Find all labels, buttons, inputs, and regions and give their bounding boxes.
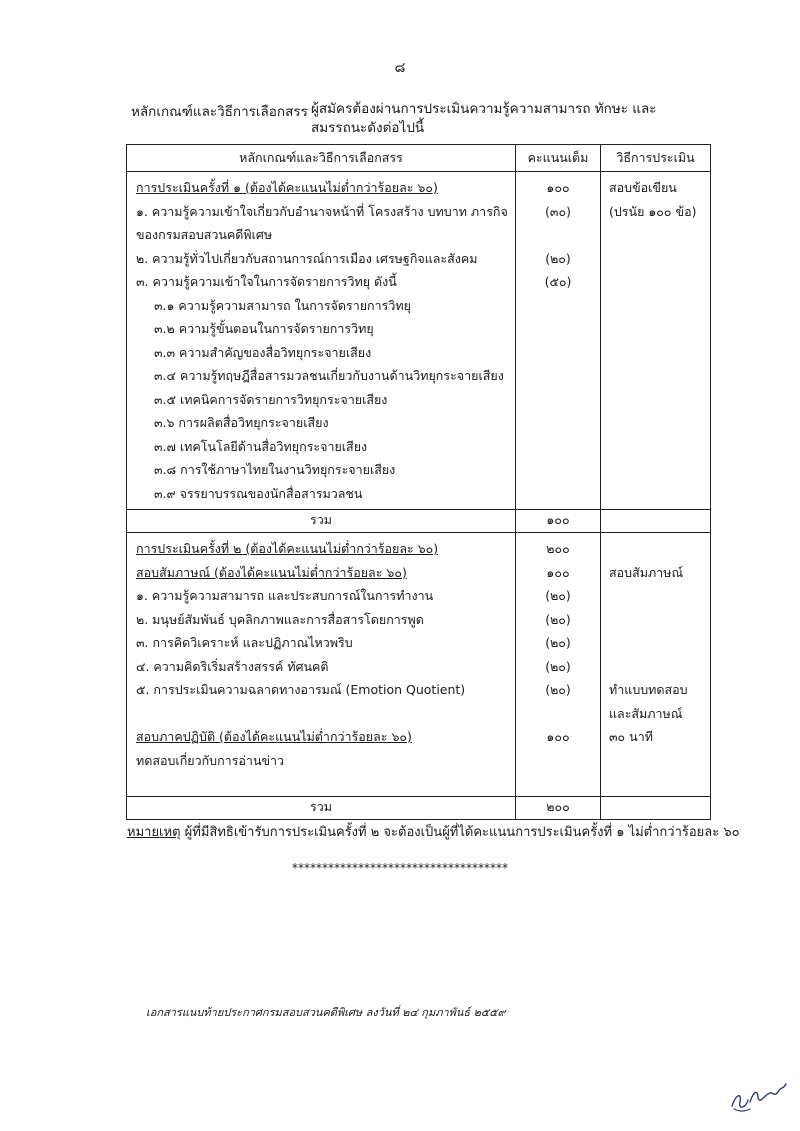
- section1-method-value: [601, 247, 710, 271]
- section2-total-label: รวม: [127, 796, 516, 819]
- section2-method-value: [601, 537, 710, 561]
- section2-criteria-line: ๕. การประเมินความฉลาดทางอารมณ์ (Emotion Quotient): [136, 682, 466, 697]
- section2-criteria-line: [127, 772, 515, 796]
- section1-score-value: (๓๐): [545, 203, 571, 219]
- section2-method-value: [601, 655, 710, 679]
- section2-method-value: [601, 584, 710, 608]
- section1-score-cell: [516, 172, 601, 510]
- section2-total-score: ๒๐๐: [516, 796, 601, 819]
- section1-method-value: (ปรนัย ๑๐๐ ข้อ): [609, 203, 697, 219]
- section1-criteria-line: ๓.๕ เทคนิคการจัดรายการวิทยุกระจายเสียง: [154, 391, 388, 407]
- section1-method-value: [601, 294, 710, 318]
- header-score: คะแนนเต็ม: [516, 145, 601, 172]
- separator-line: ************************************: [292, 861, 508, 875]
- section2-score-cell: [516, 533, 601, 797]
- section1-method-value: [601, 270, 710, 294]
- section2-score-value: (๒๐): [545, 588, 571, 603]
- section2-method-value: [601, 631, 710, 655]
- section1-score-value: [516, 364, 600, 388]
- section1-criteria-line: ๒. ความรู้ทั่วไปเกี่ยวกับสถานการณ์การเมือง เศรษฐกิจและสังคม: [136, 250, 478, 266]
- section1-score-value: [516, 435, 600, 459]
- section1-total-label: รวม: [127, 510, 516, 533]
- section2-criteria-line: ทดสอบเกี่ยวกับการอ่านข่าว: [136, 752, 285, 768]
- section1-method-value: [601, 317, 710, 341]
- section2-criteria-line: การประเมินครั้งที่ ๒ (ต้องได้คะแนนไม่ต่ำกว่าร้อยละ ๖๐): [136, 541, 439, 556]
- section2-score-value: (๒๐): [545, 658, 571, 674]
- header-method: วิธีการประเมิน: [601, 145, 711, 172]
- section1-score-value: [516, 223, 600, 247]
- section1-score-value: (๒๐): [545, 250, 571, 266]
- section2-score-value: (๒๐): [545, 635, 571, 650]
- section1-score-value: ๑๐๐: [546, 180, 570, 195]
- table-header-row: [127, 145, 711, 172]
- header-criteria: หลักเกณฑ์และวิธีการเลือกสรร: [127, 145, 516, 172]
- section1-method-value: [601, 223, 710, 247]
- section1-criteria-cell: [127, 172, 516, 510]
- section1-method-value: [601, 388, 710, 412]
- section1-method-cell: [601, 172, 711, 510]
- section2-score-value: [516, 702, 600, 726]
- section2-total-method: [601, 796, 711, 819]
- section1-criteria-line: ของกรมสอบสวนคดีพิเศษ: [136, 227, 273, 242]
- section2-method-cell: [601, 533, 711, 797]
- section1-score-value: [516, 411, 600, 435]
- section2-score-value: ๑๐๐: [546, 564, 570, 580]
- section1-criteria-line: การประเมินครั้งที่ ๑ (ต้องได้คะแนนไม่ต่ำกว่าร้อยละ ๖๐): [136, 180, 438, 195]
- section1-score-value: (๕๐): [544, 274, 572, 289]
- note-text: ผู้ที่มีสิทธิเข้ารับการประเมินครั้งที่ ๒ จะต้องเป็นผู้ที่ได้คะแนนการประเมินครั้งที่ ๑ ไม่ต่ำกว่าร้อยละ ๖๐: [184, 825, 740, 840]
- signature-mark: [728, 1076, 790, 1116]
- section1-method-value: [601, 341, 710, 365]
- section1-criteria-line: ๓.๘ การใช้ภาษาไทยในงานวิทยุกระจายเสียง: [154, 462, 396, 477]
- section1-method-value: [601, 435, 710, 459]
- section1-score-value: [516, 458, 600, 482]
- section2-score-value: ๑๐๐: [546, 729, 570, 744]
- section1-criteria-line: ๓. ความรู้ความเข้าใจในการจัดรายการวิทยุ ดังนี้: [136, 274, 397, 289]
- section1-row: [127, 172, 711, 510]
- section2-score-value: [516, 749, 600, 773]
- criteria-table: [126, 144, 711, 820]
- section1-total-method: [601, 510, 711, 533]
- section1-method-value: สอบข้อเขียน: [609, 180, 677, 195]
- section2-criteria-line: [127, 702, 515, 726]
- intro-text: ผู้สมัครต้องผ่านการประเมินความรู้ความสามารถ ทักษะ และสมรรถนะดังต่อไปนี้: [311, 101, 657, 136]
- section2-method-value: และสัมภาษณ์: [609, 705, 683, 721]
- page-number: ๘: [394, 60, 406, 76]
- note-label: หมายเหตุ: [127, 825, 181, 840]
- section2-score-value: ๒๐๐: [546, 541, 570, 556]
- section1-criteria-line: ๓.๙ จรรยาบรรณของนักสื่อสารมวลชน: [154, 485, 363, 501]
- section2-method-value: [601, 608, 710, 632]
- section1-total-row: [127, 510, 711, 533]
- section2-score-value: (๒๐): [545, 682, 571, 697]
- section2-total-row: [127, 796, 711, 819]
- section2-criteria-line: สอบสัมภาษณ์ (ต้องได้คะแนนไม่ต่ำกว่าร้อยละ ๖๐): [136, 564, 407, 580]
- section1-method-value: [601, 364, 710, 388]
- section2-method-value: ๓๐ นาที: [609, 729, 653, 744]
- section2-method-value: สอบสัมภาษณ์: [609, 564, 684, 580]
- section2-criteria-line: ๑. ความรู้ความสามารถ และประสบการณ์ในการทำงาน: [136, 588, 434, 603]
- footer-reference: เอกสารแนบท้ายประกาศกรมสอบสวนคดีพิเศษ ลงวันที่ ๒๔ กุมภาพันธ์ ๒๕๕๙: [146, 1006, 506, 1019]
- section1-criteria-line: ๓.๗ เทคโนโลยีด้านสื่อวิทยุกระจายเสียง: [154, 438, 368, 454]
- section1-score-value: [516, 482, 600, 506]
- note: [127, 821, 740, 842]
- section1-total-score: ๑๐๐: [516, 510, 601, 533]
- section1-score-value: [516, 341, 600, 365]
- section2-method-value: [601, 772, 710, 796]
- section2-score-value: (๒๐): [545, 611, 571, 627]
- section2-score-value: [516, 772, 600, 796]
- section2-method-value: ทำแบบทดสอบ: [609, 682, 688, 697]
- signature: [728, 1076, 790, 1120]
- section2-criteria-line: ๔. ความคิดริเริ่มสร้างสรรค์ ทัศนคติ: [136, 658, 329, 674]
- section2-criteria-cell: [127, 533, 516, 797]
- section1-criteria-line: ๓.๔ ความรู้ทฤษฎีสื่อสารมวลชนเกี่ยวกับงานด้านวิทยุกระจายเสียง: [154, 368, 504, 383]
- section1-criteria-line: ๓.๑ ความรู้ความสามารถ ในการจัดรายการวิทยุ: [154, 297, 411, 313]
- intro-label: หลักเกณฑ์และวิธีการเลือกสรร: [131, 104, 308, 120]
- section2-criteria-line: ๒. มนุษย์สัมพันธ์ บุคลิกภาพและการสื่อสารโดยการพูด: [136, 611, 424, 627]
- section1-score-value: [516, 388, 600, 412]
- section1-score-value: [516, 317, 600, 341]
- section1-score-value: [516, 294, 600, 318]
- section1-criteria-line: ๑. ความรู้ความเข้าใจเกี่ยวกับอำนาจหน้าที่ โครงสร้าง บทบาท ภารกิจ: [136, 203, 508, 219]
- section2-row: [127, 533, 711, 797]
- section1-criteria-line: ๓.๖ การผลิตสื่อวิทยุกระจายเสียง: [154, 415, 329, 430]
- section2-criteria-line: ๓. การคิดวิเคราะห์ และปฏิภาณไหวพริบ: [136, 635, 353, 650]
- section1-method-value: [601, 458, 710, 482]
- section1-criteria-line: ๓.๓ ความสำคัญของสื่อวิทยุกระจายเสียง: [154, 344, 372, 360]
- section1-criteria-line: ๓.๒ ความรู้ขั้นตอนในการจัดรายการวิทยุ: [154, 321, 374, 336]
- section1-method-value: [601, 411, 710, 435]
- section1-method-value: [601, 482, 710, 506]
- section2-method-value: [601, 749, 710, 773]
- section2-criteria-line: สอบภาคปฏิบัติ (ต้องได้คะแนนไม่ต่ำกว่าร้อยละ ๖๐): [136, 729, 412, 744]
